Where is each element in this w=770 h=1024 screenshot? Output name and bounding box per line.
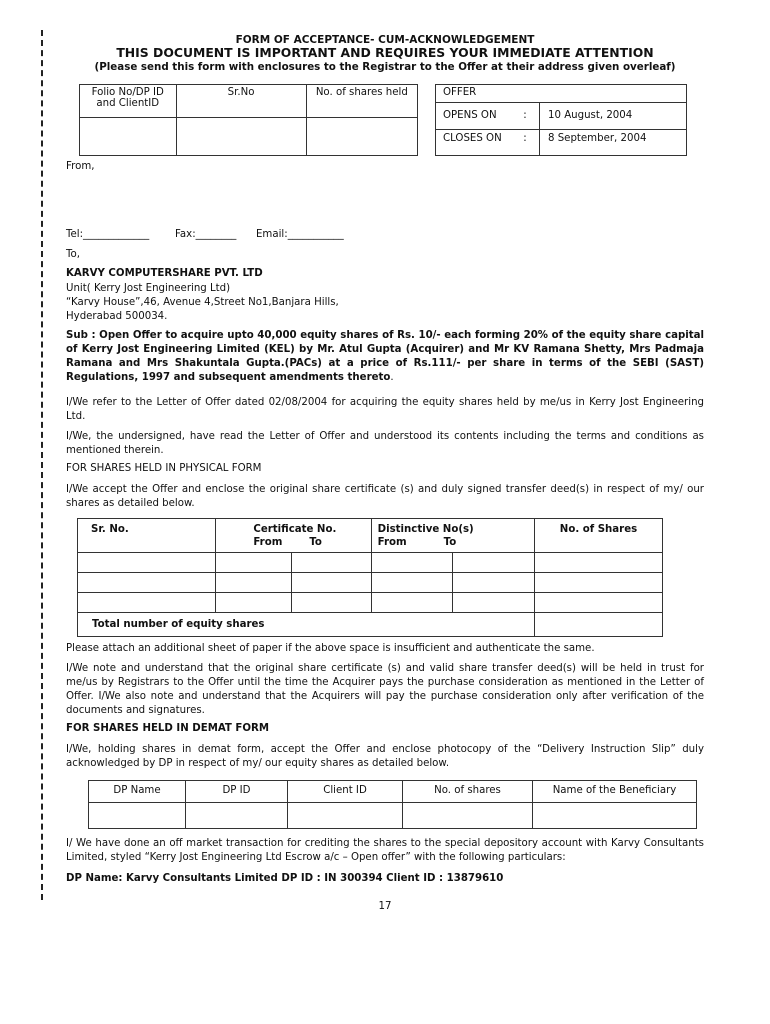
cert-cell[interactable] — [371, 593, 453, 613]
address-line-2: “Karvy House”,46, Avenue 4,Street No1,Banjara Hills, — [66, 297, 339, 308]
holder-col-folio: Folio No/DP ID and ClientID — [80, 85, 177, 118]
address-line-3: Hyderabad 500034. — [66, 311, 168, 322]
cert-cell[interactable] — [216, 593, 291, 613]
cert-cell[interactable] — [291, 573, 371, 593]
cert-cell[interactable] — [371, 573, 453, 593]
para-held-in-trust: I/We note and understand that the original share certificate (s) and valid share transfer deed(s) will be held in trust for me/us by Registrars to the Offer until the time the Acquirer pays the purchase consideration as mentioned in the Letter of Offer. I/We also note and understand that the Acquirers will pay the purchase consideration only after verification of the documents and signatures. — [66, 663, 704, 716]
opens-label: OPENS ON — [436, 103, 512, 130]
cert-cell[interactable] — [291, 553, 371, 573]
cert-header-shares: No. of Shares — [534, 519, 662, 553]
demat-header-client-id: Client ID — [288, 781, 403, 803]
holder-col-srno: Sr.No — [176, 85, 306, 118]
cert-cell[interactable] — [534, 573, 662, 593]
page-number: 17 — [378, 901, 392, 912]
holder-cell-srno[interactable] — [176, 118, 306, 156]
cert-cell[interactable] — [453, 573, 535, 593]
demat-form-heading: FOR SHARES HELD IN DEMAT FORM — [66, 723, 270, 734]
para-letter-reference: I/We refer to the Letter of Offer dated 02/08/2004 for acquiring the equity shares held by me/us in Kerry Jost Engineering Ltd. — [66, 397, 704, 422]
holder-cell-shares[interactable] — [306, 118, 417, 156]
para-undersigned: I/We, the undersigned, have read the Letter of Offer and understood its contents including the terms and conditions as mentioned therein. — [66, 431, 704, 456]
holder-col-shares: No. of shares held — [306, 85, 417, 118]
closes-sep: : — [511, 130, 540, 156]
offer-table — [435, 84, 687, 156]
para-accept-physical: I/We accept the Offer and enclose the original share certificate (s) and duly signed transfer deed(s) in respect of my/ our shares as detailed below. — [66, 484, 704, 509]
holder-table — [79, 84, 418, 156]
registrar-name: KARVY COMPUTERSHARE PVT. LTD — [66, 268, 263, 279]
form-title: FORM OF ACCEPTANCE- CUM-ACKNOWLEDGEMENT — [235, 34, 535, 46]
demat-table — [88, 780, 697, 829]
email-field[interactable]: Email:___________ — [256, 229, 344, 240]
cut-line — [41, 30, 43, 900]
para-accept-demat: I/We, holding shares in demat form, accept the Offer and enclose photocopy of the “Delivery Instruction Slip” duly acknowledged by DP in respect of my/ our equity shares as detailed below. — [66, 744, 704, 769]
cert-cell[interactable] — [534, 593, 662, 613]
demat-cell[interactable] — [533, 803, 697, 829]
cert-header-srno: Sr. No. — [78, 519, 216, 553]
closes-label: CLOSES ON — [436, 130, 512, 156]
cert-cell[interactable] — [78, 593, 216, 613]
opens-date: 10 August, 2004 — [540, 103, 687, 130]
holder-cell-folio[interactable] — [80, 118, 177, 156]
tel-field[interactable]: Tel:_____________ — [66, 229, 150, 240]
physical-form-heading: FOR SHARES HELD IN PHYSICAL FORM — [66, 463, 262, 474]
demat-header-shares: No. of shares — [403, 781, 533, 803]
cert-cell[interactable] — [534, 553, 662, 573]
offer-title: OFFER — [436, 85, 687, 103]
certificate-table — [77, 518, 663, 637]
cert-header-certificate: Certificate No. From To — [216, 519, 371, 553]
opens-sep: : — [511, 103, 540, 130]
subject: Sub : Open Offer to acquire upto 40,000 equity shares of Rs. 10/- each forming 20% of the equity share capital of Kerry Jost Engineering Limited (KEL) by Mr. Atul Gupta (Acquirer) and Mr KV Ramana Shetty, Mrs Padmaja Ramana and Mrs Shakuntala Gupta.(PACs) at a price of Rs.111/- per share in terms of the SEBI (SAST) Regulations, 1997 and subsequent amendments thereto. — [66, 330, 704, 383]
from-label: From, — [66, 161, 95, 172]
cert-cell[interactable] — [216, 573, 291, 593]
demat-cell[interactable] — [403, 803, 533, 829]
address-line-1: Unit( Kerry Jost Engineering Ltd) — [66, 283, 231, 294]
cert-cell[interactable] — [78, 573, 216, 593]
demat-cell[interactable] — [186, 803, 288, 829]
main-title: THIS DOCUMENT IS IMPORTANT AND REQUIRES YOUR IMMEDIATE ATTENTION — [116, 45, 654, 60]
cert-total-label: Total number of equity shares — [78, 613, 535, 637]
para-off-market: I/ We have done an off market transaction for crediting the shares to the special depository account with Karvy Consultants Limited, styled “Kerry Jost Engineering Ltd Escrow a/c – Open offer” with the following particulars: — [66, 838, 704, 863]
cert-total-value[interactable] — [534, 613, 662, 637]
demat-cell[interactable] — [89, 803, 186, 829]
closes-date: 8 September, 2004 — [540, 130, 687, 156]
subtitle: (Please send this form with enclosures to the Registrar to the Offer at their address given overleaf) — [94, 61, 676, 73]
cert-header-distinctive: Distinctive No(s) From To — [371, 519, 534, 553]
demat-header-beneficiary: Name of the Beneficiary — [533, 781, 697, 803]
demat-header-dp-id: DP ID — [186, 781, 288, 803]
fax-field[interactable]: Fax:________ — [175, 229, 237, 240]
cert-cell[interactable] — [453, 553, 535, 573]
demat-header-dp-name: DP Name — [89, 781, 186, 803]
demat-cell[interactable] — [288, 803, 403, 829]
cert-cell[interactable] — [291, 593, 371, 613]
cert-cell[interactable] — [453, 593, 535, 613]
dp-details: DP Name: Karvy Consultants Limited DP ID : IN 300394 Client ID : 13879610 — [66, 873, 504, 884]
para-attach-sheet: Please attach an additional sheet of paper if the above space is insufficient and authenticate the same. — [66, 643, 595, 654]
cert-cell[interactable] — [78, 553, 216, 573]
cert-cell[interactable] — [216, 553, 291, 573]
cert-cell[interactable] — [371, 553, 453, 573]
to-label: To, — [66, 249, 80, 260]
